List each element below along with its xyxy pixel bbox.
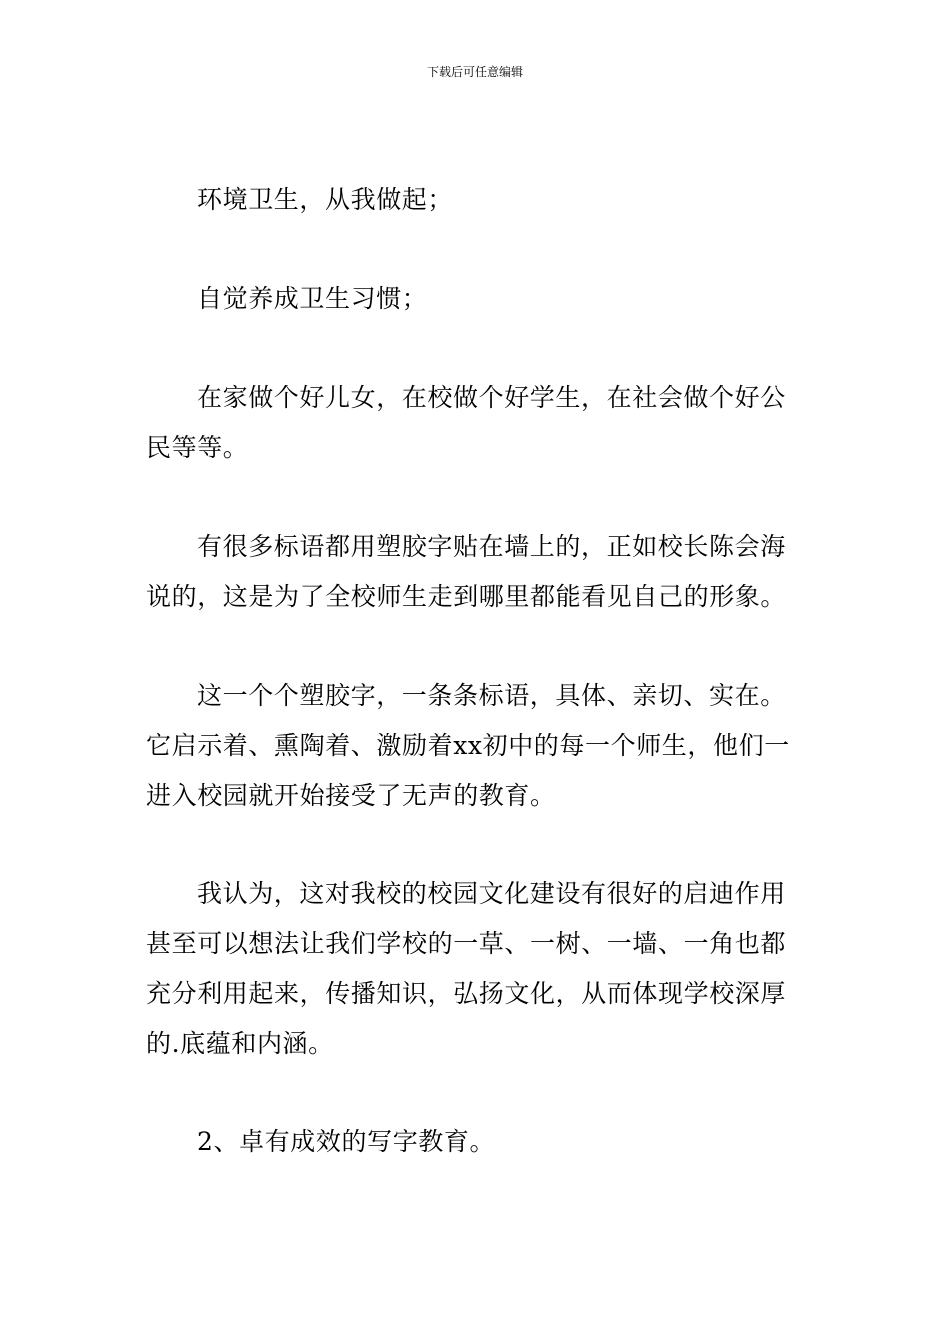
section-heading: 2、卓有成效的写字教育。: [197, 1127, 496, 1156]
document-body: [146, 1117, 806, 1167]
paragraph: 在家做个好儿女，在校做个好学生，在社会做个好公民等等。: [146, 383, 786, 462]
paragraph: 自觉养成卫生习惯；: [197, 284, 428, 313]
paragraph: 我认为，这对我校的校园文化建设有很好的启迪作用甚至可以想法让我们学校的一草、一树、一墙、一角也都充分利用起来，传播知识，弘扬文化，从而体现学校深厚的.底蕴和内涵。: [146, 879, 787, 1058]
paragraph: 有很多标语都用塑胶字贴在墙上的，正如校长陈会海说的，这是为了全校师生走到哪里都能看见自己的形象。: [146, 532, 787, 611]
document-body: [146, 274, 806, 324]
document-body: [146, 671, 806, 821]
page-header: 下载后可任意编辑: [426, 65, 523, 79]
paragraph: 这一个个塑胶字，一条条标语，具体、亲切、实在。它启示着、熏陶着、激励着xx初中的每一个师生，他们一进入校园就开始接受了无声的教育。: [146, 681, 790, 810]
document-body: [146, 175, 806, 225]
document-body: [146, 869, 806, 1069]
document-body: [146, 373, 806, 473]
paragraph: 环境卫生，从我做起；: [197, 185, 454, 214]
document-body: [146, 522, 806, 622]
